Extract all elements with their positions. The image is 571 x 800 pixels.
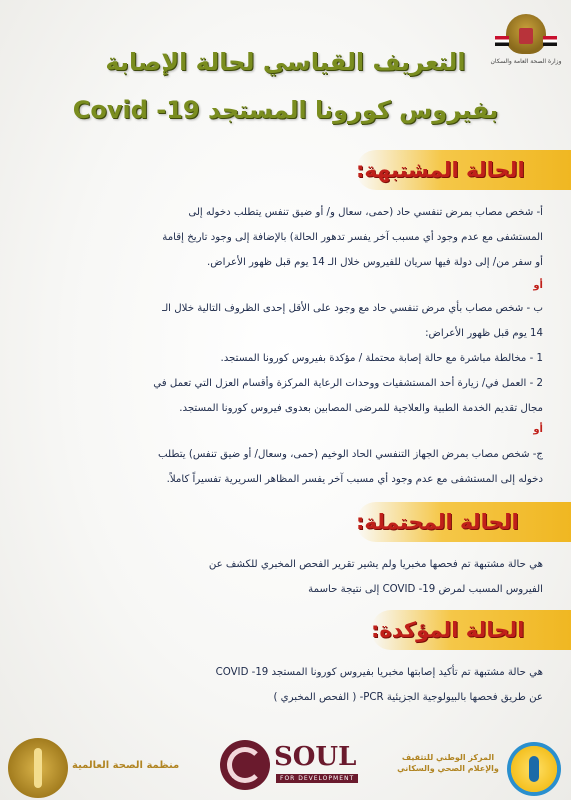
footer-logos (0, 720, 571, 800)
suspected-case-label: الحالة المشتبهة: (356, 150, 571, 190)
suspected-a: أ- شخص مصاب بمرض تنفسي حاد (حمى، سعال و/ أو ضيق تنفس يتطلب دخوله إلى المستشفى مع عدم وجود أي مسبب آخر يفسر تدهور الحالة) بالإضافة إلى وجود تاريخ إقامة أو سفر من/ إلى دولة فيها سريان للفيروس خلال الـ 14 يوم قبل ظهور الأعراض. (162, 207, 543, 268)
soul-name: SOUL (274, 742, 357, 772)
health-center-logo-icon (507, 742, 561, 796)
flags-icon (495, 36, 557, 48)
probable-case-label: الحالة المحتملة: (356, 502, 571, 542)
who-logo-icon (8, 738, 68, 798)
page-title: التعريف القياسي لحالة الإصابة (105, 48, 466, 76)
who-label: منظمة الصحة العالمية (72, 760, 180, 771)
confirmed-case-label: الحالة المؤكدة: (371, 610, 571, 650)
soul-logo-icon (220, 740, 270, 790)
page-subtitle: بفيروس كورونا المستجد Covid -19 (72, 96, 499, 124)
probable-text: هي حالة مشتبهة تم فحصها مخبريا ولم يشير تقرير الفحص المخبري للكشف عن الفيروس المسبب لمرض COVID -19 إلى نتيجة حاسمة (208, 559, 543, 595)
soul-subtitle: FOR DEVELOPMENT (276, 774, 358, 783)
suspected-b: ب - شخص مصاب بأي مرض تنفسي حاد مع وجود على الأقل إحدى الظروف التالية خلال الـ 14 يوم قبل ظهور الأعراض: 1 - مخالطة مباشرة مع حالة إصابة محتملة / مؤكدة بفيروس كورونا المستجد. 2 - العمل في/ زيارة أحد المستشفيات ووحدات الرعاية المركزة وأقسام العزل التي تعمل في مجال تقديم الخدمة الطبية والعلاجية للمرضى المصابين بعدوى فيروس كورونا المستجد. (153, 303, 543, 414)
confirmed-text: هي حالة مشتبهة تم تأكيد إصابتها مخبريا بفيروس كورونا المستجد COVID -19 عن طريق فحصها بالبيولوجية الجزيئية PCR- ( الفحص المخبري ) (215, 667, 543, 703)
ministry-caption: وزارة الصحة العامة والسكان (490, 58, 562, 65)
or-separator: أو (533, 280, 543, 291)
suspected-c: ج- شخص مصاب بمرض الجهاز التنفسي الحاد الوخيم (حمى، وسعال/ أو ضيق تنفس) يتطلب دخوله إلى المستشفى مع عدم وجود أي مسبب آخر يفسر المظاهر السريرية تفسيراً كاملاً. (157, 449, 543, 485)
or-separator: أو (533, 424, 543, 435)
header (0, 0, 571, 138)
health-center-label: المركز الوطني للتثقيف والإعلام الصحي والسكاني (397, 753, 499, 773)
